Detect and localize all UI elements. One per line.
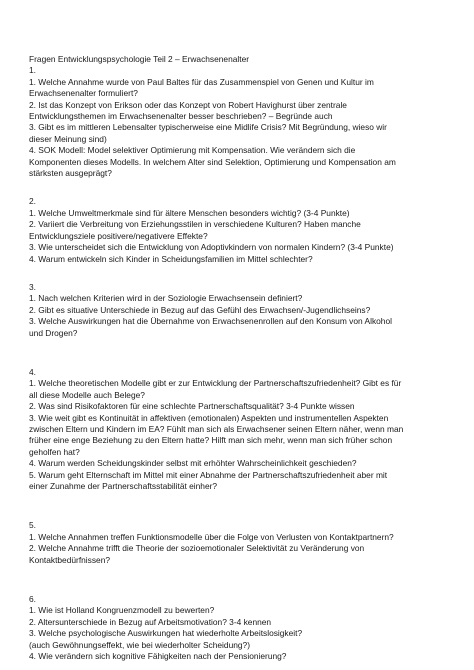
question-line: 3. Wie weit gibt es Kontinuität in affektiven (emotionalen) Aspekten und instrumentellen Aspekten — [29, 412, 389, 423]
spacer — [29, 339, 449, 367]
section-number: 2. — [29, 196, 36, 207]
section-3 — [29, 282, 449, 339]
question-line: und Drogen? — [29, 327, 78, 338]
question-line: 3. Welche psychologische Auswirkungen hat wiederholte Arbeitslosigkeit? — [29, 628, 303, 639]
spacer — [29, 492, 449, 520]
question-line: 3. Welche Auswirkungen hat die Übernahme von Erwachsenenrollen auf den Konsum von Alkohol — [29, 316, 392, 327]
question-line: einer Zunahme der Partnerschaftsstabilität einher? — [29, 481, 218, 491]
question-line: 4. Warum werden Scheidungskinder selbst mit erhöhter Wahrscheinlichkeit geschieden? — [29, 458, 357, 469]
question-line: Kontaktbedürfnissen? — [29, 554, 111, 565]
question-line: 3. Gibt es im mittleren Lebensalter typischerweise eine Midlife Crisis? Mit Begründung, wieso wir — [29, 122, 387, 133]
question-line: 4. SOK Modell: Model selektiver Optimierung mit Kompensation. Wie verändern sich die — [29, 145, 356, 156]
question-line: Erwachsenenalter formuliert? — [29, 88, 138, 99]
section-number: 4. — [29, 366, 36, 377]
question-line: 3. Wie unterscheidet sich die Entwicklung von Adoptivkindern von normalen Kindern? (3-4 Punkte) — [29, 242, 394, 253]
section-number: 6. — [29, 594, 36, 605]
question-line: (auch Gewöhnungseffekt, wie bei wiederholter Scheidung?) — [29, 639, 250, 650]
document-title: Fragen Entwicklungspsychologie Teil 2 – Erwachsenenalter — [29, 54, 250, 64]
question-line: 2. Was sind Risikofaktoren für eine schlechte Partnerschaftsqualität? 3-4 Punkte wissen — [29, 401, 355, 412]
question-line: 1. Welche Annahme wurde von Paul Baltes für das Zusammenspiel von Genen und Kultur im — [29, 76, 374, 87]
question-line: früher eine enge Beziehung zu den Eltern hatte? Hilft man sich mehr, wenn man sich früher schon — [29, 435, 393, 446]
question-line: 1. Welche theoretischen Modelle gibt er zur Entwicklung der Partnerschaftszufriedenheit? Gibt es für — [29, 378, 402, 389]
question-line: 4. Wie verändern sich kognitive Fähigkeiten nach der Pensionierung? — [29, 651, 287, 662]
section-2 — [29, 196, 449, 264]
section-5 — [29, 520, 449, 566]
section-1 — [29, 65, 449, 179]
document-page — [29, 54, 449, 662]
question-line: 5. Warum geht Elternschaft im Mittel mit einer Abnahme der Partnerschaftszufriedenheit aber mit — [29, 469, 388, 480]
question-line: 2. Altersunterschiede in Bezug auf Arbeitsmotivation? 3-4 kennen — [29, 616, 272, 627]
question-line: 1. Welche Annahmen treffen Funktionsmodelle über die Folge von Verlusten von Kontaktpartnern? — [29, 531, 394, 542]
section-number: 3. — [29, 281, 36, 292]
question-line: Entwicklungsthemen im Erwachsenenalter besser beschrieben? – Begründe auch — [29, 111, 333, 122]
spacer — [29, 265, 449, 282]
spacer — [29, 179, 449, 196]
section-4 — [29, 367, 449, 492]
question-line: 2. Ist das Konzept von Erikson oder das Konzept von Robert Havighurst über zentrale — [29, 99, 347, 110]
section-6 — [29, 594, 449, 662]
question-line: Komponenten dieses Modells. In welchem Alter sind Selektion, Optimierung und Kompensation am — [29, 156, 396, 167]
question-line: 1. Welche Umweltmerkmale sind für ältere Menschen besonders wichtig? (3-4 Punkte) — [29, 207, 350, 218]
section-number: 5. — [29, 520, 36, 531]
question-line: 1. Wie ist Holland Kongruenzmodell zu bewerten? — [29, 605, 215, 616]
question-line: 4. Warum entwickeln sich Kinder in Scheidungsfamilien im Mittel schlechter? — [29, 253, 313, 264]
question-line: 1. Nach welchen Kriterien wird in der Soziologie Erwachsensein definiert? — [29, 293, 303, 304]
section-number: 1. — [29, 65, 36, 76]
question-line: 2. Variiert die Verbreitung von Erziehungsstilen in verschiedene Kulturen? Haben manche — [29, 219, 361, 230]
question-line: all diese Modelle auch Belege? — [29, 389, 145, 400]
question-line: 2. Welche Annahme trifft die Theorie der sozioemotionaler Selektivität zu Veränderung von — [29, 543, 365, 554]
question-line: zwischen Eltern und Kindern im EA? Fühlt man sich als Erwachsener seinen Eltern näher, wenn man — [29, 423, 404, 434]
question-line: geholfen hat? — [29, 446, 80, 457]
question-line: 2. Gibt es situative Unterschiede in Bezug auf das Gefühl des Erwachsen/-Jugendlichseins? — [29, 304, 371, 315]
question-line: Entwicklungsziele positivere/negativere Effekte? — [29, 230, 208, 241]
question-line: dieser Meinung sind) — [29, 133, 107, 144]
spacer — [29, 566, 449, 594]
question-line: stärksten ausgeprägt? — [29, 168, 112, 179]
